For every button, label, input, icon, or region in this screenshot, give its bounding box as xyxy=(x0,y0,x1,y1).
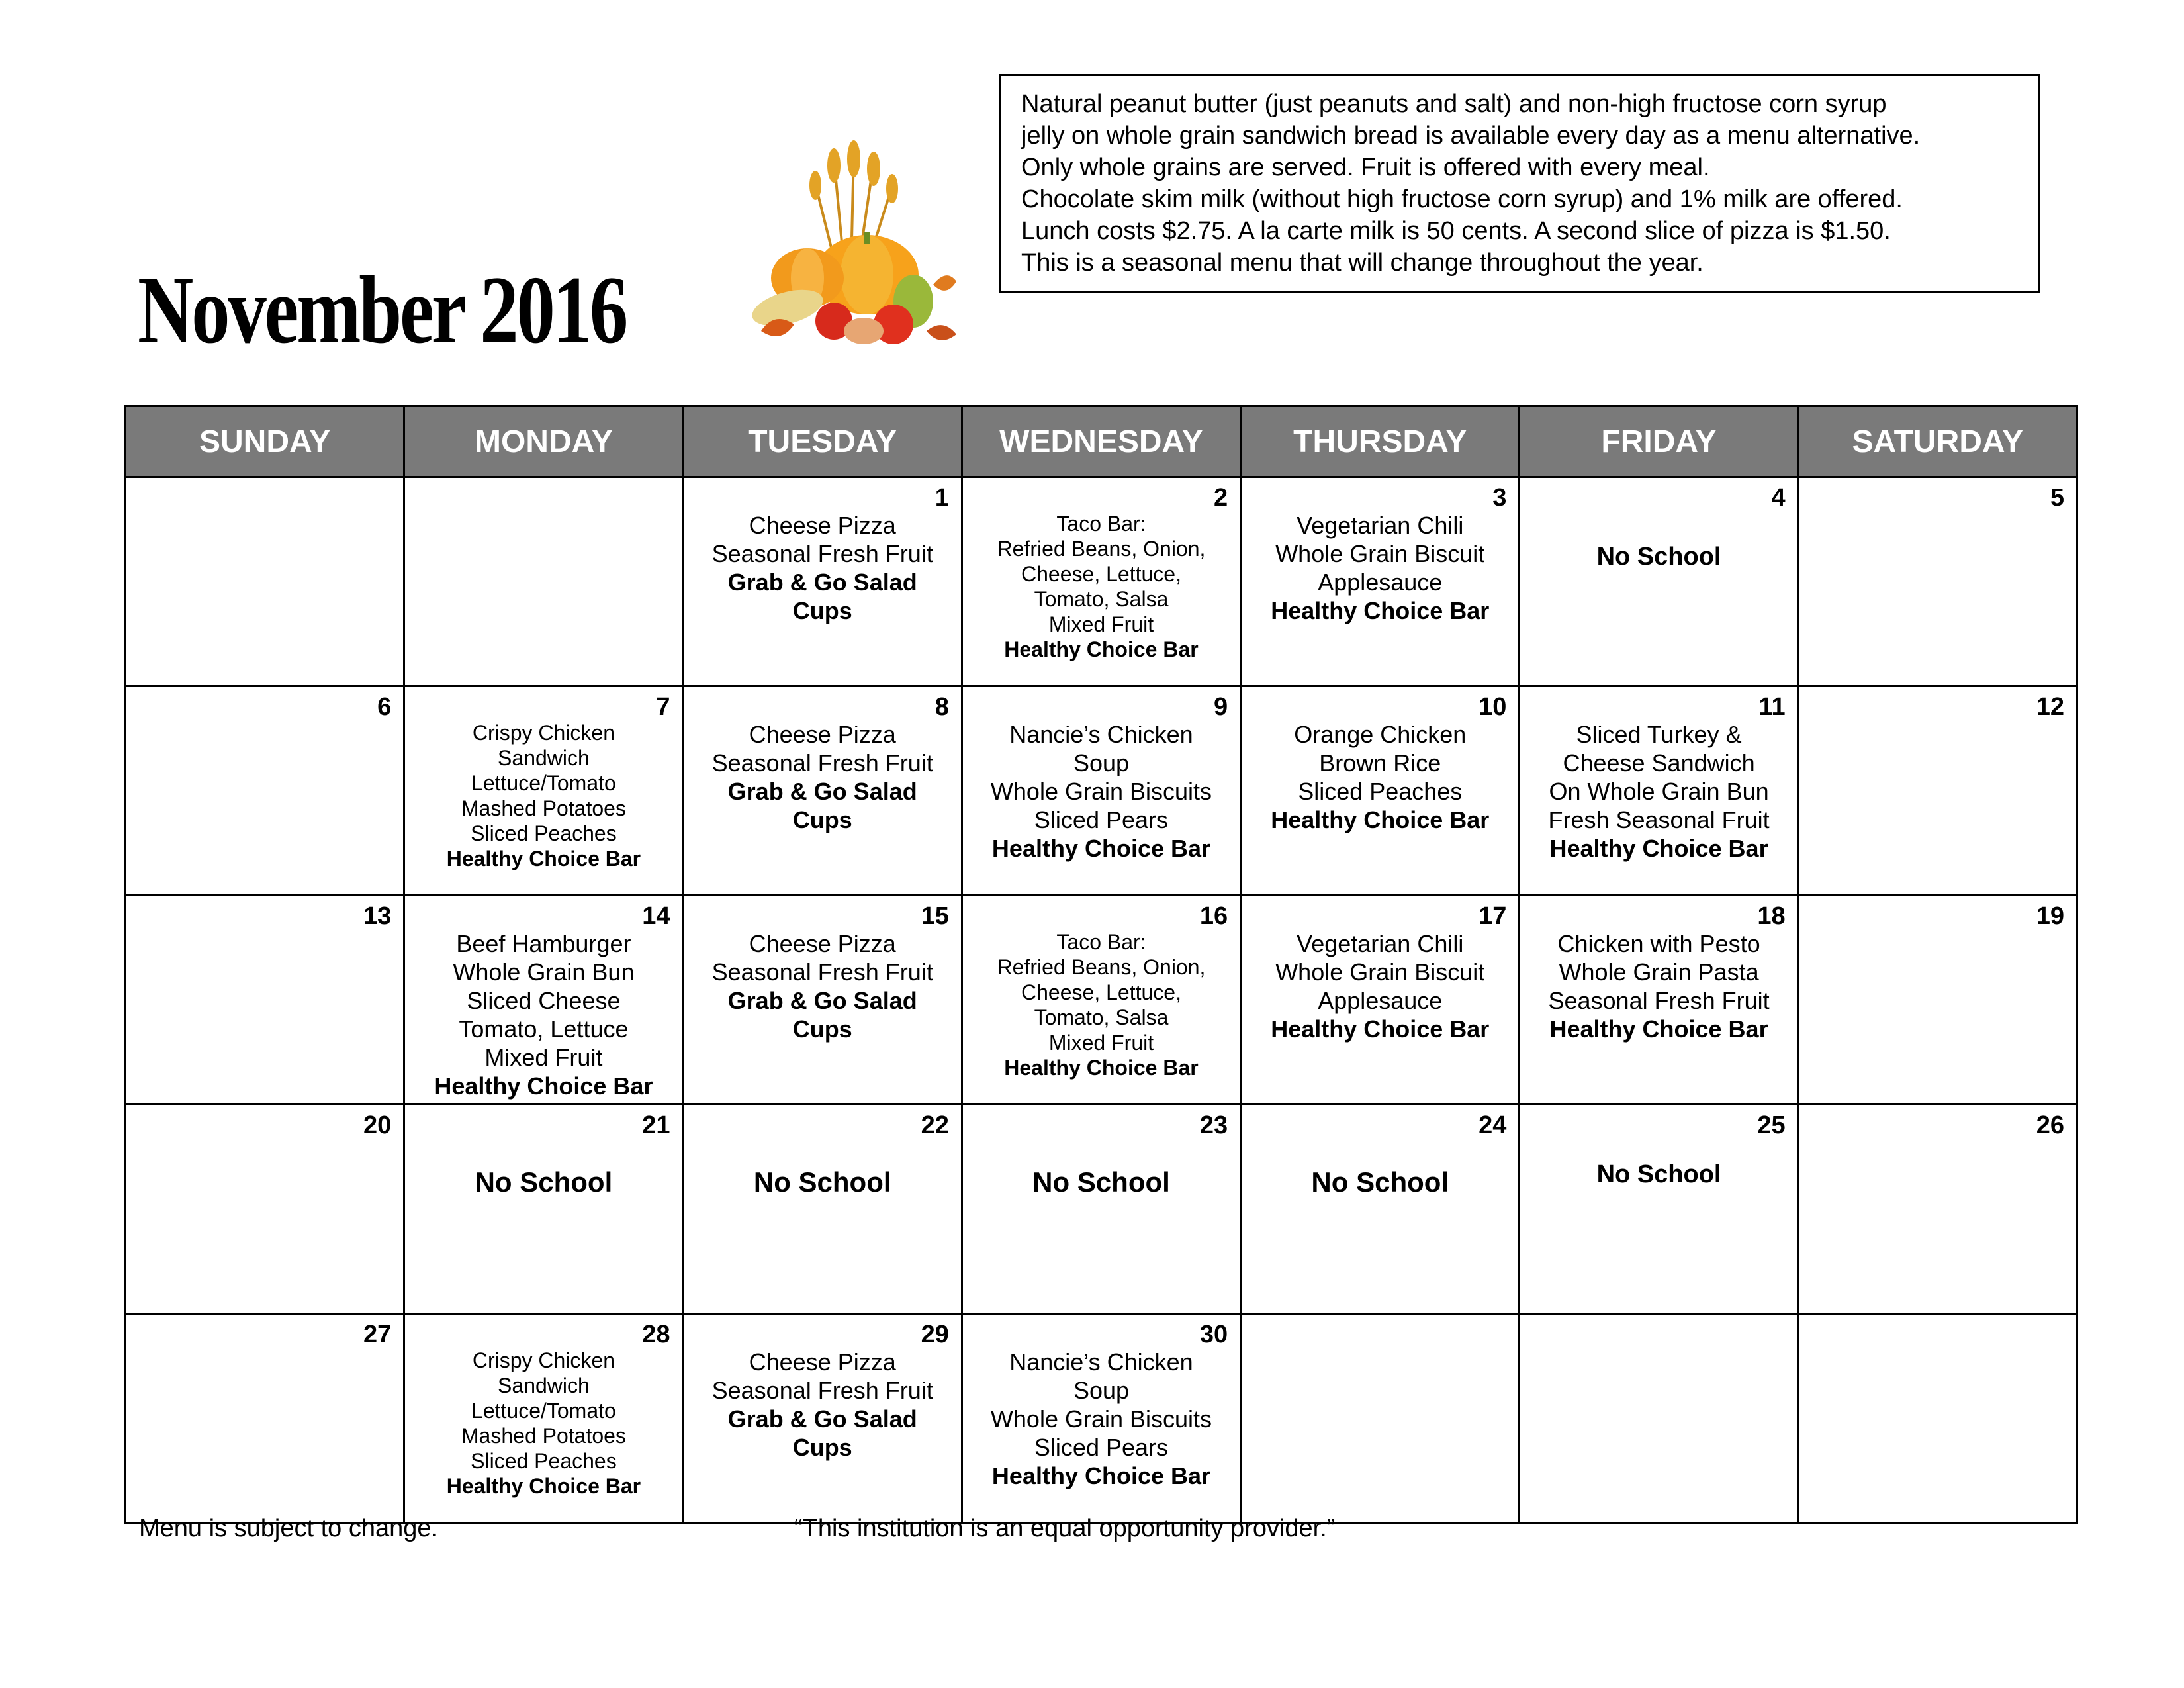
menu-items xyxy=(405,929,682,1100)
menu-item: Healthy Choice Bar xyxy=(1004,1056,1199,1080)
weekday-header: FRIDAY xyxy=(1520,406,1798,477)
menu-item: Mashed Potatoes xyxy=(461,1424,626,1448)
day-number xyxy=(1520,1315,1797,1348)
menu-item: Healthy Choice Bar xyxy=(1549,1015,1768,1043)
day-cell xyxy=(683,477,962,686)
equal-opportunity-text: “This institution is an equal opportunity provider.” xyxy=(794,1515,1336,1542)
menu-items xyxy=(963,1348,1240,1490)
weekday-header: SATURDAY xyxy=(1798,406,2077,477)
day-cell xyxy=(126,477,404,686)
info-line: Only whole grains are served. Fruit is offered with every meal. xyxy=(1021,154,1710,181)
no-school-label: No School xyxy=(753,1166,891,1197)
info-line: Chocolate skim milk (without high fructose corn syrup) and 1% milk are offered. xyxy=(1021,185,1903,213)
menu-item: Fresh Seasonal Fruit xyxy=(1548,806,1770,833)
day-number: 21 xyxy=(642,1111,670,1139)
menu-item: Sliced Peaches xyxy=(471,1449,617,1473)
day-number: 22 xyxy=(921,1111,949,1139)
menu-item: Mashed Potatoes xyxy=(461,796,626,820)
day-cell xyxy=(1798,477,2077,686)
day-cell xyxy=(1241,1314,1520,1523)
weekday-header: WEDNESDAY xyxy=(962,406,1240,477)
menu-items xyxy=(684,929,961,1043)
day-cell xyxy=(1520,896,1798,1105)
day-cell xyxy=(1798,686,2077,896)
day-number: 16 xyxy=(1199,902,1228,930)
menu-item: Sliced Peaches xyxy=(1298,778,1463,805)
day-cell xyxy=(1520,477,1798,686)
menu-item: Whole Grain Biscuit xyxy=(1275,540,1485,567)
menu-items xyxy=(405,1166,682,1198)
day-cell xyxy=(1241,896,1520,1105)
menu-item: Sandwich xyxy=(498,1374,590,1397)
day-number: 30 xyxy=(1199,1321,1228,1348)
menu-item: Tomato, Salsa xyxy=(1034,587,1169,611)
day-number xyxy=(126,478,403,511)
menu-items xyxy=(1520,929,1797,1043)
day-cell xyxy=(404,896,683,1105)
day-number: 19 xyxy=(2036,902,2064,930)
day-number: 4 xyxy=(1771,484,1786,512)
day-number: 3 xyxy=(1492,484,1507,512)
menu-item: Beef Hamburger xyxy=(456,930,631,957)
day-cell xyxy=(683,1105,962,1314)
calendar-week-row xyxy=(126,1314,2077,1523)
menu-item: Grab & Go Salad xyxy=(727,1405,917,1432)
menu-item: Refried Beans, Onion, xyxy=(997,537,1206,561)
menu-item: On Whole Grain Bun xyxy=(1549,778,1769,805)
menu-item: Applesauce xyxy=(1318,569,1443,596)
day-number: 8 xyxy=(934,693,949,721)
disclaimer-text: Menu is subject to change. xyxy=(139,1515,439,1542)
day-cell xyxy=(126,1314,404,1523)
day-number: 5 xyxy=(2050,484,2064,512)
harvest-cornucopia-icon xyxy=(735,132,960,357)
day-number: 13 xyxy=(363,902,392,930)
menu-item: Soup xyxy=(1073,1377,1130,1404)
menu-item: Cups xyxy=(792,1434,852,1461)
page-title: November 2016 xyxy=(138,256,627,363)
menu-item: Cheese Pizza xyxy=(749,721,896,748)
day-cell xyxy=(126,686,404,896)
day-number xyxy=(1799,1315,2076,1348)
menu-items xyxy=(1520,541,1797,573)
menu-item: Healthy Choice Bar xyxy=(1271,806,1490,833)
day-cell xyxy=(404,686,683,896)
menu-item: Refried Beans, Onion, xyxy=(997,955,1206,979)
menu-items xyxy=(1242,720,1518,834)
menu-items xyxy=(963,720,1240,863)
info-line: Lunch costs $2.75. A la carte milk is 50 cents. A second slice of pizza is $1.50. xyxy=(1021,217,1891,245)
menu-item: Healthy Choice Bar xyxy=(434,1072,653,1100)
menu-item: Nancie’s Chicken xyxy=(1009,1348,1193,1376)
menu-item: Seasonal Fresh Fruit xyxy=(1548,987,1770,1014)
weekday-header: MONDAY xyxy=(404,406,683,477)
day-number: 25 xyxy=(1757,1111,1786,1139)
day-cell xyxy=(962,477,1240,686)
menu-item: Healthy Choice Bar xyxy=(1271,1015,1490,1043)
menu-item: Seasonal Fresh Fruit xyxy=(711,959,933,986)
menu-items xyxy=(684,511,961,625)
menu-items xyxy=(1520,1158,1797,1190)
day-number: 17 xyxy=(1479,902,1507,930)
day-number: 12 xyxy=(2036,693,2064,721)
day-number: 29 xyxy=(921,1321,949,1348)
menu-item: Healthy Choice Bar xyxy=(1549,835,1768,862)
menu-item: Mixed Fruit xyxy=(1048,1031,1154,1055)
menu-item: Whole Grain Bun xyxy=(453,959,635,986)
menu-items xyxy=(1242,1166,1518,1198)
day-number: 24 xyxy=(1479,1111,1507,1139)
menu-item: Cheese Pizza xyxy=(749,930,896,957)
day-number xyxy=(1242,1315,1518,1348)
menu-item: Sandwich xyxy=(498,746,590,770)
menu-items xyxy=(963,1166,1240,1198)
weekday-header: SUNDAY xyxy=(126,406,404,477)
menu-item: Whole Grain Biscuit xyxy=(1275,959,1485,986)
menu-item: Healthy Choice Bar xyxy=(446,1474,641,1498)
menu-info-box xyxy=(999,74,2040,293)
weekday-header: TUESDAY xyxy=(683,406,962,477)
menu-items xyxy=(405,720,682,871)
calendar-week-row xyxy=(126,686,2077,896)
menu-item: Healthy Choice Bar xyxy=(991,1462,1211,1489)
menu-item: Seasonal Fresh Fruit xyxy=(711,1377,933,1404)
menu-item: Orange Chicken xyxy=(1294,721,1467,748)
info-line: jelly on whole grain sandwich bread is available every day as a menu alternative. xyxy=(1021,122,1921,150)
day-cell xyxy=(404,1105,683,1314)
menu-items xyxy=(684,1166,961,1198)
menu-item: Cheese Sandwich xyxy=(1563,749,1755,776)
menu-item: Soup xyxy=(1073,749,1130,776)
day-cell xyxy=(1520,1105,1798,1314)
weekday-header-row xyxy=(126,406,2077,477)
info-line: This is a seasonal menu that will change throughout the year. xyxy=(1021,249,1704,277)
menu-item: Nancie’s Chicken xyxy=(1009,721,1193,748)
menu-item: Cups xyxy=(792,806,852,833)
menu-items xyxy=(963,511,1240,662)
menu-item: Sliced Turkey & xyxy=(1576,721,1742,748)
day-number: 14 xyxy=(642,902,670,930)
day-cell xyxy=(1241,686,1520,896)
day-number: 26 xyxy=(2036,1111,2064,1139)
menu-item: Taco Bar: xyxy=(1056,512,1146,536)
day-cell xyxy=(962,1105,1240,1314)
menu-item: Mixed Fruit xyxy=(1048,612,1154,636)
menu-item: Grab & Go Salad xyxy=(727,778,917,805)
menu-item: Whole Grain Biscuits xyxy=(990,778,1212,805)
day-cell xyxy=(126,1105,404,1314)
day-cell xyxy=(1798,896,2077,1105)
menu-items xyxy=(1520,720,1797,863)
menu-item: Brown Rice xyxy=(1319,749,1441,776)
day-number: 9 xyxy=(1213,693,1228,721)
day-cell xyxy=(1241,1105,1520,1314)
day-cell xyxy=(1798,1314,2077,1523)
menu-item: Crispy Chicken xyxy=(472,1348,615,1372)
day-number: 27 xyxy=(363,1321,392,1348)
menu-items xyxy=(1242,511,1518,625)
menu-item: Tomato, Salsa xyxy=(1034,1006,1169,1029)
menu-item: Whole Grain Biscuits xyxy=(990,1405,1212,1432)
menu-items xyxy=(405,1348,682,1499)
day-cell xyxy=(683,686,962,896)
menu-item: Sliced Pears xyxy=(1034,1434,1169,1461)
menu-item: Cheese, Lettuce, xyxy=(1021,562,1181,586)
menu-item: Mixed Fruit xyxy=(484,1044,603,1071)
day-cell xyxy=(962,686,1240,896)
day-number: 2 xyxy=(1213,484,1228,512)
day-number: 7 xyxy=(656,693,670,721)
menu-item: Healthy Choice Bar xyxy=(446,847,641,870)
no-school-label: No School xyxy=(1311,1166,1449,1197)
no-school-label: No School xyxy=(1032,1166,1170,1197)
menu-items xyxy=(684,720,961,834)
menu-items xyxy=(684,1348,961,1462)
no-school-label: No School xyxy=(1596,1160,1721,1188)
menu-item: Cups xyxy=(792,1015,852,1043)
menu-item: Cheese Pizza xyxy=(749,512,896,539)
menu-item: Lettuce/Tomato xyxy=(471,771,616,795)
day-cell xyxy=(404,477,683,686)
day-number: 18 xyxy=(1757,902,1786,930)
day-number: 10 xyxy=(1479,693,1507,721)
day-cell xyxy=(962,1314,1240,1523)
menu-item: Chicken with Pesto xyxy=(1557,930,1760,957)
info-line: Natural peanut butter (just peanuts and salt) and non-high fructose corn syrup xyxy=(1021,90,1887,118)
day-number: 6 xyxy=(377,693,392,721)
menu-item: Healthy Choice Bar xyxy=(1004,637,1199,661)
day-cell xyxy=(683,1314,962,1523)
day-number: 1 xyxy=(934,484,949,512)
day-number: 20 xyxy=(363,1111,392,1139)
menu-item: Sliced Cheese xyxy=(467,987,621,1014)
menu-item: Grab & Go Salad xyxy=(727,569,917,596)
day-cell xyxy=(683,896,962,1105)
calendar-week-row xyxy=(126,896,2077,1105)
day-number: 15 xyxy=(921,902,949,930)
menu-item: Healthy Choice Bar xyxy=(991,835,1211,862)
weekday-header: THURSDAY xyxy=(1241,406,1520,477)
day-cell xyxy=(1520,1314,1798,1523)
menu-item: Grab & Go Salad xyxy=(727,987,917,1014)
menu-item: Sliced Peaches xyxy=(471,821,617,845)
day-cell xyxy=(962,896,1240,1105)
no-school-label: No School xyxy=(1596,543,1721,571)
day-cell xyxy=(1241,477,1520,686)
calendar-table xyxy=(124,405,2078,1524)
menu-item: Seasonal Fresh Fruit xyxy=(711,540,933,567)
day-number xyxy=(405,478,682,511)
day-number: 23 xyxy=(1199,1111,1228,1139)
menu-item: Cheese Pizza xyxy=(749,1348,896,1376)
menu-item: Taco Bar: xyxy=(1056,930,1146,954)
day-cell xyxy=(1798,1105,2077,1314)
day-cell xyxy=(1520,686,1798,896)
menu-item: Crispy Chicken xyxy=(472,721,615,745)
menu-item: Vegetarian Chili xyxy=(1297,930,1464,957)
day-cell xyxy=(404,1314,683,1523)
menu-item: Tomato, Lettuce xyxy=(459,1015,629,1043)
menu-item: Cups xyxy=(792,597,852,624)
menu-item: Whole Grain Pasta xyxy=(1559,959,1759,986)
day-number: 11 xyxy=(1758,693,1786,721)
day-number: 28 xyxy=(642,1321,670,1348)
menu-item: Cheese, Lettuce, xyxy=(1021,980,1181,1004)
menu-item: Sliced Pears xyxy=(1034,806,1169,833)
calendar-week-row xyxy=(126,477,2077,686)
menu-items xyxy=(963,929,1240,1080)
no-school-label: No School xyxy=(475,1166,613,1197)
menu-item: Vegetarian Chili xyxy=(1297,512,1464,539)
calendar-week-row xyxy=(126,1105,2077,1314)
menu-item: Seasonal Fresh Fruit xyxy=(711,749,933,776)
menu-item: Lettuce/Tomato xyxy=(471,1399,616,1423)
day-cell xyxy=(126,896,404,1105)
menu-item: Healthy Choice Bar xyxy=(1271,597,1490,624)
menu-items xyxy=(1242,929,1518,1043)
menu-item: Applesauce xyxy=(1318,987,1443,1014)
